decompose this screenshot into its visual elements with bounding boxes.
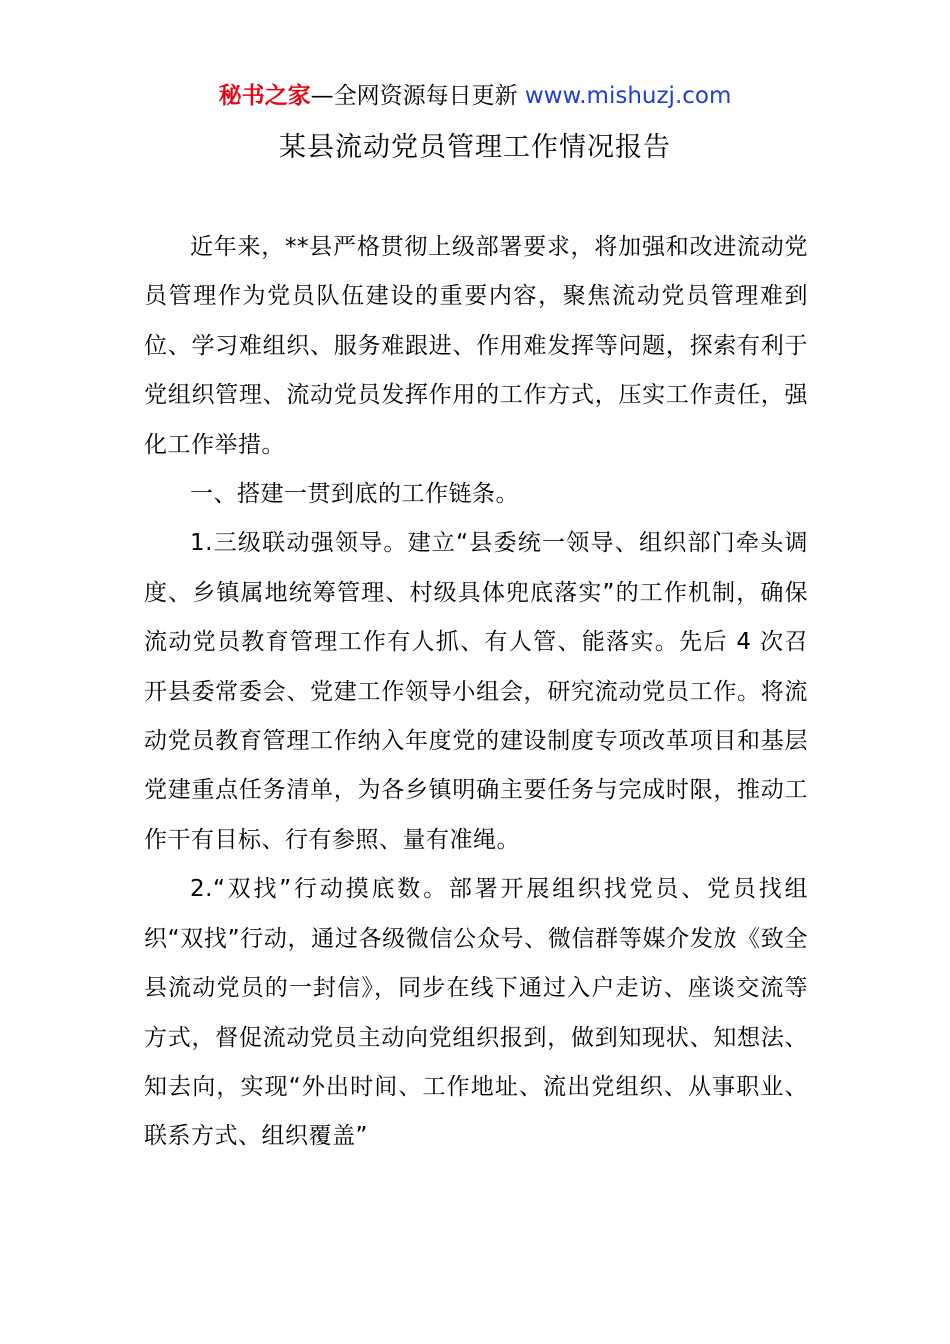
header-tagline: —全网资源每日更新: [310, 83, 525, 109]
site-header: [0, 80, 950, 112]
paragraph-item-1: 1.三级联动强领导。建立“县委统一领导、组织部门牵头调度、乡镇属地统筹管理、村级具体兜底落实”的工作机制，确保流动党员教育管理工作有人抓、有人管、能落实。先后 4 次召开县委常委会、党建工作领导小组会，研究流动党员工作。将流动党员教育管理工作纳入年度党的建设制度专项改革项目和基层党建重点任务清单，为各乡镇明确主要任务与完成时限，推动工作干有目标、行有参照、量有准绳。: [144, 530, 808, 853]
section-heading-1: 一、搭建一贯到底的工作链条。: [190, 481, 519, 508]
document-title: 某县流动党员管理工作情况报告: [279, 132, 671, 163]
paragraph-item-2: 2.“双找”行动摸底数。部署开展组织找党员、党员找组织“双找”行动，通过各级微信公众号、微信群等媒介发放《致全县流动党员的一封信》，同步在线下通过入户走访、座谈交流等方式，督促流动党员主动向党组织报到，做到知现状、知想法、知去向，实现“外出时间、工作地址、流出党组织、从事职业、联系方式、组织覆盖”: [144, 876, 808, 1150]
document-body: [144, 223, 808, 1162]
paragraph-intro: 近年来，**县严格贯彻上级部署要求，将加强和改进流动党员管理作为党员队伍建设的重要内容，聚焦流动党员管理难到位、学习难组织、服务难跟进、作用难发挥等问题，探索有利于党组织管理、流动党员发挥作用的工作方式，压实工作责任，强化工作举措。: [144, 234, 808, 458]
brand-name: 秘书之家: [218, 83, 311, 109]
site-url-link[interactable]: www.mishuzj.com: [524, 83, 732, 109]
